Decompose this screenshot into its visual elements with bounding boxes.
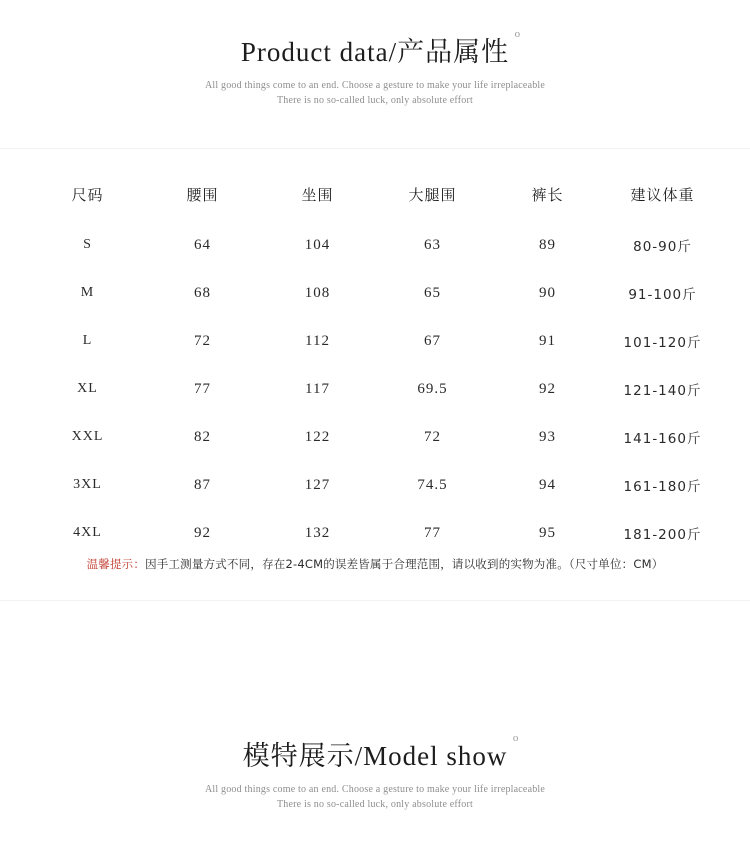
cell-thigh: 67 xyxy=(424,332,441,349)
cell-length: 94 xyxy=(539,476,556,493)
cell-waist: 68 xyxy=(194,284,211,301)
product-data-subtitle-line2: There is no so-called luck, only absolute effort xyxy=(276,95,474,106)
cell-hip: 117 xyxy=(305,380,330,397)
table-row xyxy=(30,221,720,269)
cell-size: XXL xyxy=(71,429,104,444)
cell-hip: 127 xyxy=(304,476,331,493)
col-header-size: 尺码 xyxy=(71,186,104,204)
measurement-note-prefix: 温馨提示： xyxy=(86,557,146,571)
cell-size: 4XL xyxy=(73,525,102,540)
cell-waist: 64 xyxy=(194,236,211,253)
model-show-subtitle-line2: There is no so-called luck, only absolute effort xyxy=(276,799,474,810)
table-header-row xyxy=(30,178,720,221)
cell-thigh: 69.5 xyxy=(417,380,448,397)
product-data-heading xyxy=(0,30,750,108)
size-table-body xyxy=(30,221,720,557)
table-row xyxy=(30,413,720,461)
col-header-length: 裤长 xyxy=(531,186,564,204)
cell-size: M xyxy=(80,285,95,300)
size-table-wrapper xyxy=(0,178,750,557)
table-row xyxy=(30,269,720,317)
cell-thigh: 65 xyxy=(424,284,441,301)
cell-length: 95 xyxy=(539,524,556,541)
divider-bottom xyxy=(0,600,750,601)
cell-weight: 161-180斤 xyxy=(623,479,702,495)
cell-length: 91 xyxy=(539,332,556,349)
cell-length: 92 xyxy=(539,380,556,397)
cell-hip: 132 xyxy=(304,524,331,541)
measurement-note-text: 因手工测量方式不同，存在2-4CM的误差皆属于合理范围，请以收到的实物为准。（尺寸单位：CM） xyxy=(145,557,664,571)
measurement-note xyxy=(0,556,750,572)
model-show-title xyxy=(242,732,520,773)
col-header-hip: 坐围 xyxy=(301,186,334,204)
product-data-subtitle-line1: All good things come to an end. Choose a gesture to make your life irreplaceable xyxy=(204,80,546,91)
cell-waist: 77 xyxy=(194,380,211,397)
cell-thigh: 74.5 xyxy=(417,476,448,493)
cell-weight: 121-140斤 xyxy=(623,383,702,399)
cell-hip: 108 xyxy=(304,284,331,301)
cell-weight: 80-90斤 xyxy=(633,239,692,255)
table-row xyxy=(30,509,720,557)
cell-size: L xyxy=(82,333,93,348)
cell-waist: 72 xyxy=(194,332,211,349)
model-show-subtitle xyxy=(0,782,750,812)
cell-weight: 181-200斤 xyxy=(623,527,702,543)
col-header-waist: 腰围 xyxy=(186,186,219,204)
cell-weight: 101-120斤 xyxy=(623,335,702,351)
size-table-head xyxy=(30,178,720,221)
cell-size: 3XL xyxy=(73,477,102,492)
product-data-title xyxy=(240,28,522,69)
cell-thigh: 63 xyxy=(424,236,441,253)
col-header-thigh: 大腿围 xyxy=(408,186,457,204)
divider-top xyxy=(0,148,750,149)
cell-weight: 91-100斤 xyxy=(628,287,697,303)
model-show-heading xyxy=(0,734,750,812)
table-row xyxy=(30,365,720,413)
cell-hip: 112 xyxy=(305,332,330,349)
cell-waist: 92 xyxy=(194,524,211,541)
product-data-title-text: Product data/产品属性 xyxy=(240,37,510,67)
cell-hip: 122 xyxy=(304,428,331,445)
cell-length: 93 xyxy=(539,428,556,445)
cell-size: S xyxy=(83,237,92,252)
cell-thigh: 77 xyxy=(424,524,441,541)
cell-thigh: 72 xyxy=(424,428,441,445)
cell-length: 89 xyxy=(539,236,556,253)
col-header-weight: 建议体重 xyxy=(630,186,695,204)
cell-hip: 104 xyxy=(304,236,331,253)
cell-weight: 141-160斤 xyxy=(623,431,702,447)
model-show-subtitle-line1: All good things come to an end. Choose a gesture to make your life irreplaceable xyxy=(204,784,546,795)
cell-size: XL xyxy=(77,381,98,396)
table-row xyxy=(30,317,720,365)
degree-mark-icon: o xyxy=(512,732,520,744)
product-data-subtitle xyxy=(0,78,750,108)
size-table xyxy=(30,178,720,557)
model-show-title-text: 模特展示/Model show xyxy=(242,741,508,771)
cell-waist: 82 xyxy=(194,428,211,445)
cell-waist: 87 xyxy=(194,476,211,493)
degree-mark-icon: o xyxy=(514,28,522,40)
table-row xyxy=(30,461,720,509)
cell-length: 90 xyxy=(539,284,556,301)
